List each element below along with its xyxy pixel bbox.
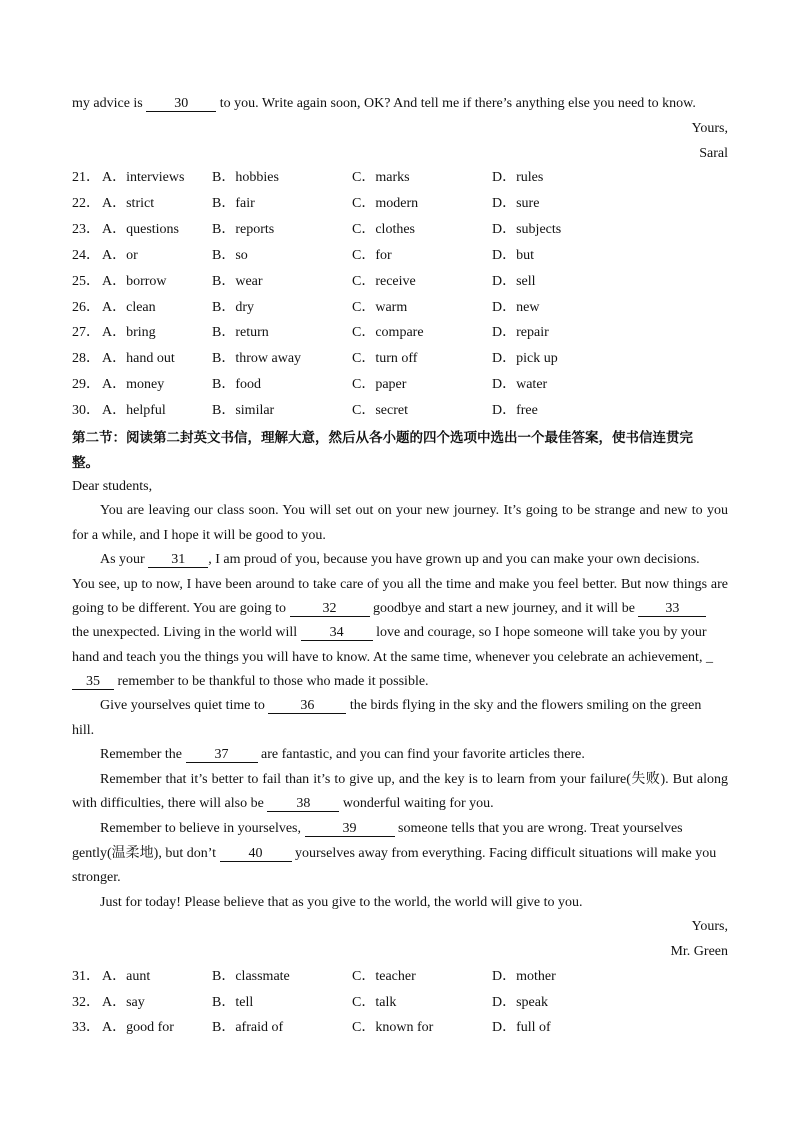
question-row [72,968,728,986]
question-number: 26． [72,299,100,315]
letter2-paragraph-line: with difficulties, there will also be 38 wonderful waiting for you. [72,796,494,811]
option-a: A．bring [102,325,156,341]
option-c: C．for [352,247,392,263]
letter2-paragraph-line: You are leaving our class soon. You will set out on your new journey. It’s going to be strange and new to you [100,503,728,518]
section2-heading-cont: 整。 [72,455,99,471]
blank-36: 36 [268,698,346,714]
section2-heading: 第二节：阅读第二封英文书信，理解大意，然后从各小题的四个选项中选出一个最佳答案，使书信连贯完 [72,430,693,446]
option-d: D．water [492,377,548,393]
blank-30: 30 [146,96,216,112]
question-number: 31． [72,969,100,984]
option-a: A．good for [102,1020,174,1035]
question-number: 28． [72,351,100,367]
question-row [72,169,728,187]
option-a: A．borrow [102,273,167,289]
option-d: D．sell [492,273,536,289]
question-row [72,402,728,420]
question-row [72,221,728,239]
option-a: A．questions [102,221,179,237]
option-d: D．but [492,247,534,263]
letter2-paragraph-line: gently(温柔地), but don’t 40 yourselves away from everything. Facing difficult situations will make you [72,846,717,861]
option-b: B．afraid of [212,1020,284,1035]
letter2-paragraph-line: the unexpected. Living in the world will 34 love and courage, so I hope someone will take you by your [72,625,707,640]
blank-32: 32 [290,601,370,617]
option-a: A．interviews [102,170,185,185]
question-row [72,1019,728,1037]
blank-35: 35 [72,674,114,690]
option-c: C．compare [352,325,424,341]
question-row [72,299,728,317]
option-d: D．sure [492,195,540,211]
letter2-paragraph-line: stronger. [72,870,121,885]
letter2-paragraph-line: for a while, and I hope it will be good to you. [72,528,326,543]
option-b: B．classmate [212,969,290,984]
letter2-paragraph-line: going to be different. You are going to 32 goodbye and start a new journey, and it will be 33 [72,600,728,618]
option-a: A．or [102,247,138,263]
option-d: D．repair [492,325,549,341]
option-d: D．pick up [492,351,558,367]
letter2-paragraph-line: Give yourselves quiet time to 36 the birds flying in the sky and the flowers smiling on the green [100,698,702,713]
question-number: 23． [72,221,100,237]
letter1-closing: Yours, [691,121,728,136]
option-c: C．paper [352,377,407,393]
letter1-last-line: my advice is 30 to you. Write again soon, OK? And tell me if there’s anything else you need to know. [72,96,696,111]
question-number: 33． [72,1020,100,1035]
question-number: 24． [72,247,100,263]
option-a: A．clean [102,299,156,315]
question-number: 29． [72,377,100,393]
question-number: 25． [72,273,100,289]
option-c: C．modern [352,195,419,211]
letter2-paragraph-line: hand and teach you the things you will have to know. At the same time, whenever you celebrate an achievement, _ [72,650,713,665]
blank-38: 38 [267,796,339,812]
blank-33: 33 [638,601,706,617]
option-a: A．aunt [102,969,151,984]
option-a: A．strict [102,195,155,211]
option-b: B．fair [212,195,255,211]
option-c: C．known for [352,1020,434,1035]
option-d: D．speak [492,994,548,1010]
letter1-signature: Saral [699,146,728,161]
option-b: B．hobbies [212,170,279,185]
blank-40: 40 [220,846,292,862]
option-c: C．secret [352,403,408,419]
option-c: C．talk [352,994,397,1010]
option-d: D．mother [492,969,556,984]
question-row [72,195,728,213]
option-c: C．warm [352,299,408,315]
blank-37: 37 [186,747,258,763]
option-a: A．hand out [102,351,175,367]
question-number: 30． [72,403,100,419]
option-b: B．food [212,377,261,393]
option-d: D．new [492,299,540,315]
option-d: D．full of [492,1020,551,1035]
question-row [72,247,728,265]
letter2-paragraph-line: Remember that it’s better to fail than it’s to give up, and the key is to learn from your failure(失败). But along [100,772,728,787]
option-c: C．clothes [352,221,415,237]
question-number: 32． [72,994,100,1010]
question-row [72,994,728,1012]
option-c: C．marks [352,170,410,185]
letter2-signature: Mr. Green [670,944,728,959]
option-b: B．return [212,325,269,341]
question-number: 22． [72,195,100,211]
question-row [72,376,728,394]
question-number: 21． [72,170,100,185]
option-c: C．receive [352,273,416,289]
option-a: A．say [102,994,145,1010]
letter2-paragraph-line: 35 remember to be thankful to those who made it possible. [72,673,728,691]
option-b: B．reports [212,221,275,237]
option-d: D．rules [492,170,544,185]
question-row [72,324,728,342]
blank-34: 34 [301,625,373,641]
letter2-paragraph-line: Just for today! Please believe that as you give to the world, the world will give to you. [100,895,583,910]
question-row [72,350,728,368]
letter2-paragraph-line: You see, up to now, I have been around to take care of you all the time and make you feel better. But now things are [72,577,728,592]
option-c: C．turn off [352,351,418,367]
option-a: A．helpful [102,403,166,419]
letter2-paragraph-line: hill. [72,723,95,738]
letter2-paragraph-line: Remember the 37 are fantastic, and you can find your favorite articles there. [100,747,585,762]
blank-31: 31 [148,552,208,568]
option-d: D．free [492,403,538,419]
option-b: B．dry [212,299,254,315]
option-b: B．so [212,247,248,263]
letter2-greeting: Dear students, [72,479,153,494]
option-b: B．tell [212,994,254,1010]
option-b: B．similar [212,403,275,419]
letter2-paragraph-line: As your 31 , I am proud of you, because you have grown up and you can make your own decisions. [100,552,700,567]
question-row [72,273,728,291]
letter2-closing: Yours, [691,919,728,934]
option-b: B．throw away [212,351,302,367]
option-c: C．teacher [352,969,416,984]
option-d: D．subjects [492,221,562,237]
letter2-paragraph-line: Remember to believe in yourselves, 39 someone tells that you are wrong. Treat yourselves [100,821,683,836]
blank-39: 39 [305,821,395,837]
question-number: 27． [72,325,100,341]
option-a: A．money [102,377,165,393]
option-b: B．wear [212,273,263,289]
